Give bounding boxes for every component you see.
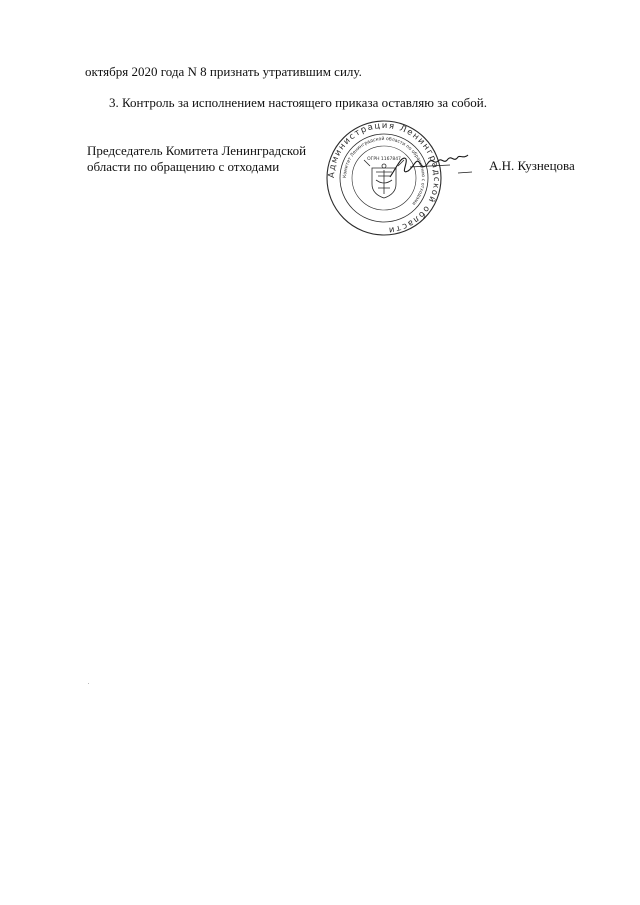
signatory-name: А.Н. Кузнецова — [489, 158, 575, 173]
signatory-title-line-1: Председатель Комитета Ленинградской — [87, 143, 307, 158]
handwritten-signature — [380, 145, 490, 185]
signatory-title-line-2: области по обращению с отходами — [87, 159, 280, 174]
text-line-repeal: октября 2020 года N 8 признать утратившим силу. — [85, 64, 362, 79]
seal-inner-text: Комитет Ленинградской области по обращению с отходами — [342, 136, 426, 206]
text-line-control: 3. Контроль за исполнением настоящего приказа оставляю за собой. — [109, 95, 487, 110]
scan-speck — [88, 683, 89, 684]
seal-outer-text: Администрация Ленинградской области — [326, 120, 442, 235]
seal-ogrn-text: ОГРН 1167847 — [367, 157, 401, 162]
